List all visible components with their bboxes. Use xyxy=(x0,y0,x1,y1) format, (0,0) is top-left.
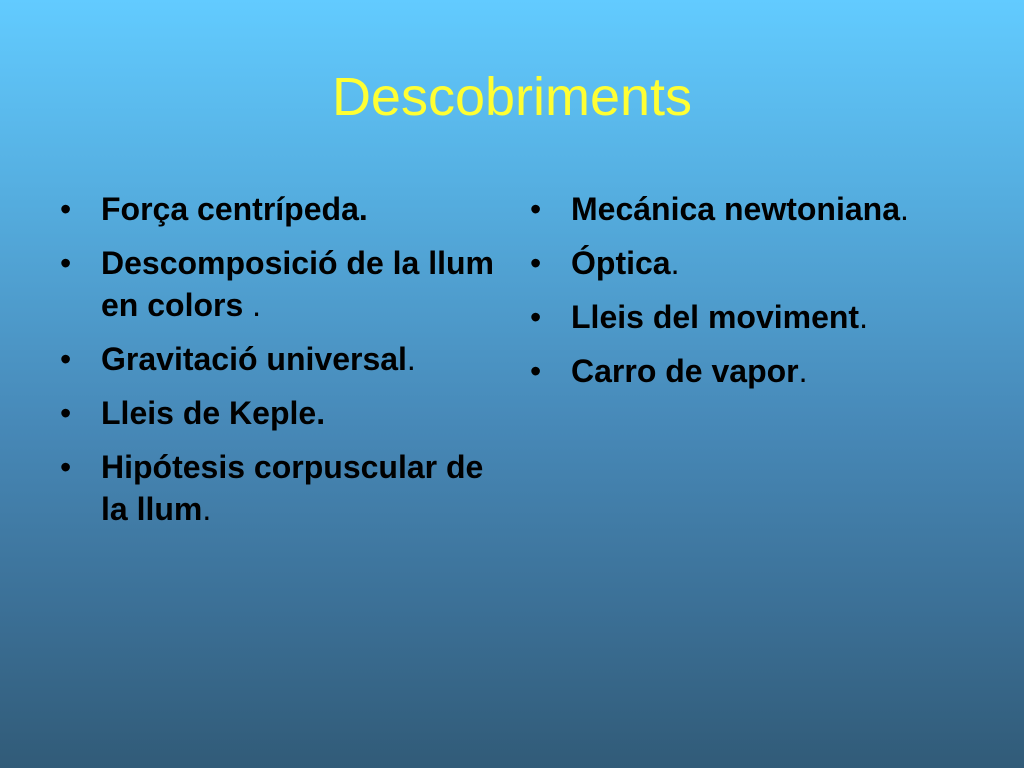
list-item xyxy=(60,446,510,530)
list-item xyxy=(530,350,990,392)
list-item-punctuation: . xyxy=(243,287,262,323)
list-item-punctuation: . xyxy=(406,341,416,377)
list-item xyxy=(60,242,510,326)
bullet-icon: • xyxy=(60,191,72,227)
list-item-text: Mecánica newtoniana xyxy=(571,191,900,227)
bullet-icon: • xyxy=(530,245,542,281)
list-item-text: Força centrípeda. xyxy=(101,191,368,227)
list-item xyxy=(60,392,510,434)
list-item xyxy=(530,242,990,284)
list-item-punctuation: . xyxy=(899,191,909,227)
list-item xyxy=(530,188,990,230)
left-bullet-list xyxy=(60,188,510,542)
list-item-text: Descomposició de la llum en colors xyxy=(101,245,494,323)
bullet-icon: • xyxy=(530,353,542,389)
bullet-icon: • xyxy=(60,341,72,377)
list-item-punctuation: . xyxy=(798,353,808,389)
list-item xyxy=(60,338,510,380)
list-item-text: Carro de vapor xyxy=(571,353,799,389)
slide-title: Descobriments xyxy=(331,67,693,127)
bullet-icon: • xyxy=(530,299,542,335)
list-item-punctuation: . xyxy=(859,299,868,335)
list-item xyxy=(530,296,990,338)
list-item-text: Gravitació universal xyxy=(101,341,407,377)
list-item-text: Lleis de Keple. xyxy=(101,395,326,431)
list-item xyxy=(60,188,510,230)
list-item-text: Óptica xyxy=(571,245,671,281)
list-item-text: Hipótesis corpuscular de la llum xyxy=(101,449,484,527)
list-item-punctuation: . xyxy=(202,491,212,527)
right-bullet-list xyxy=(530,188,990,404)
bullet-icon: • xyxy=(60,395,72,431)
list-item-text: Lleis del moviment xyxy=(571,299,860,335)
bullet-icon: • xyxy=(530,191,542,227)
list-item-punctuation: . xyxy=(670,245,680,281)
bullet-icon: • xyxy=(60,449,72,485)
bullet-icon: • xyxy=(60,245,72,281)
